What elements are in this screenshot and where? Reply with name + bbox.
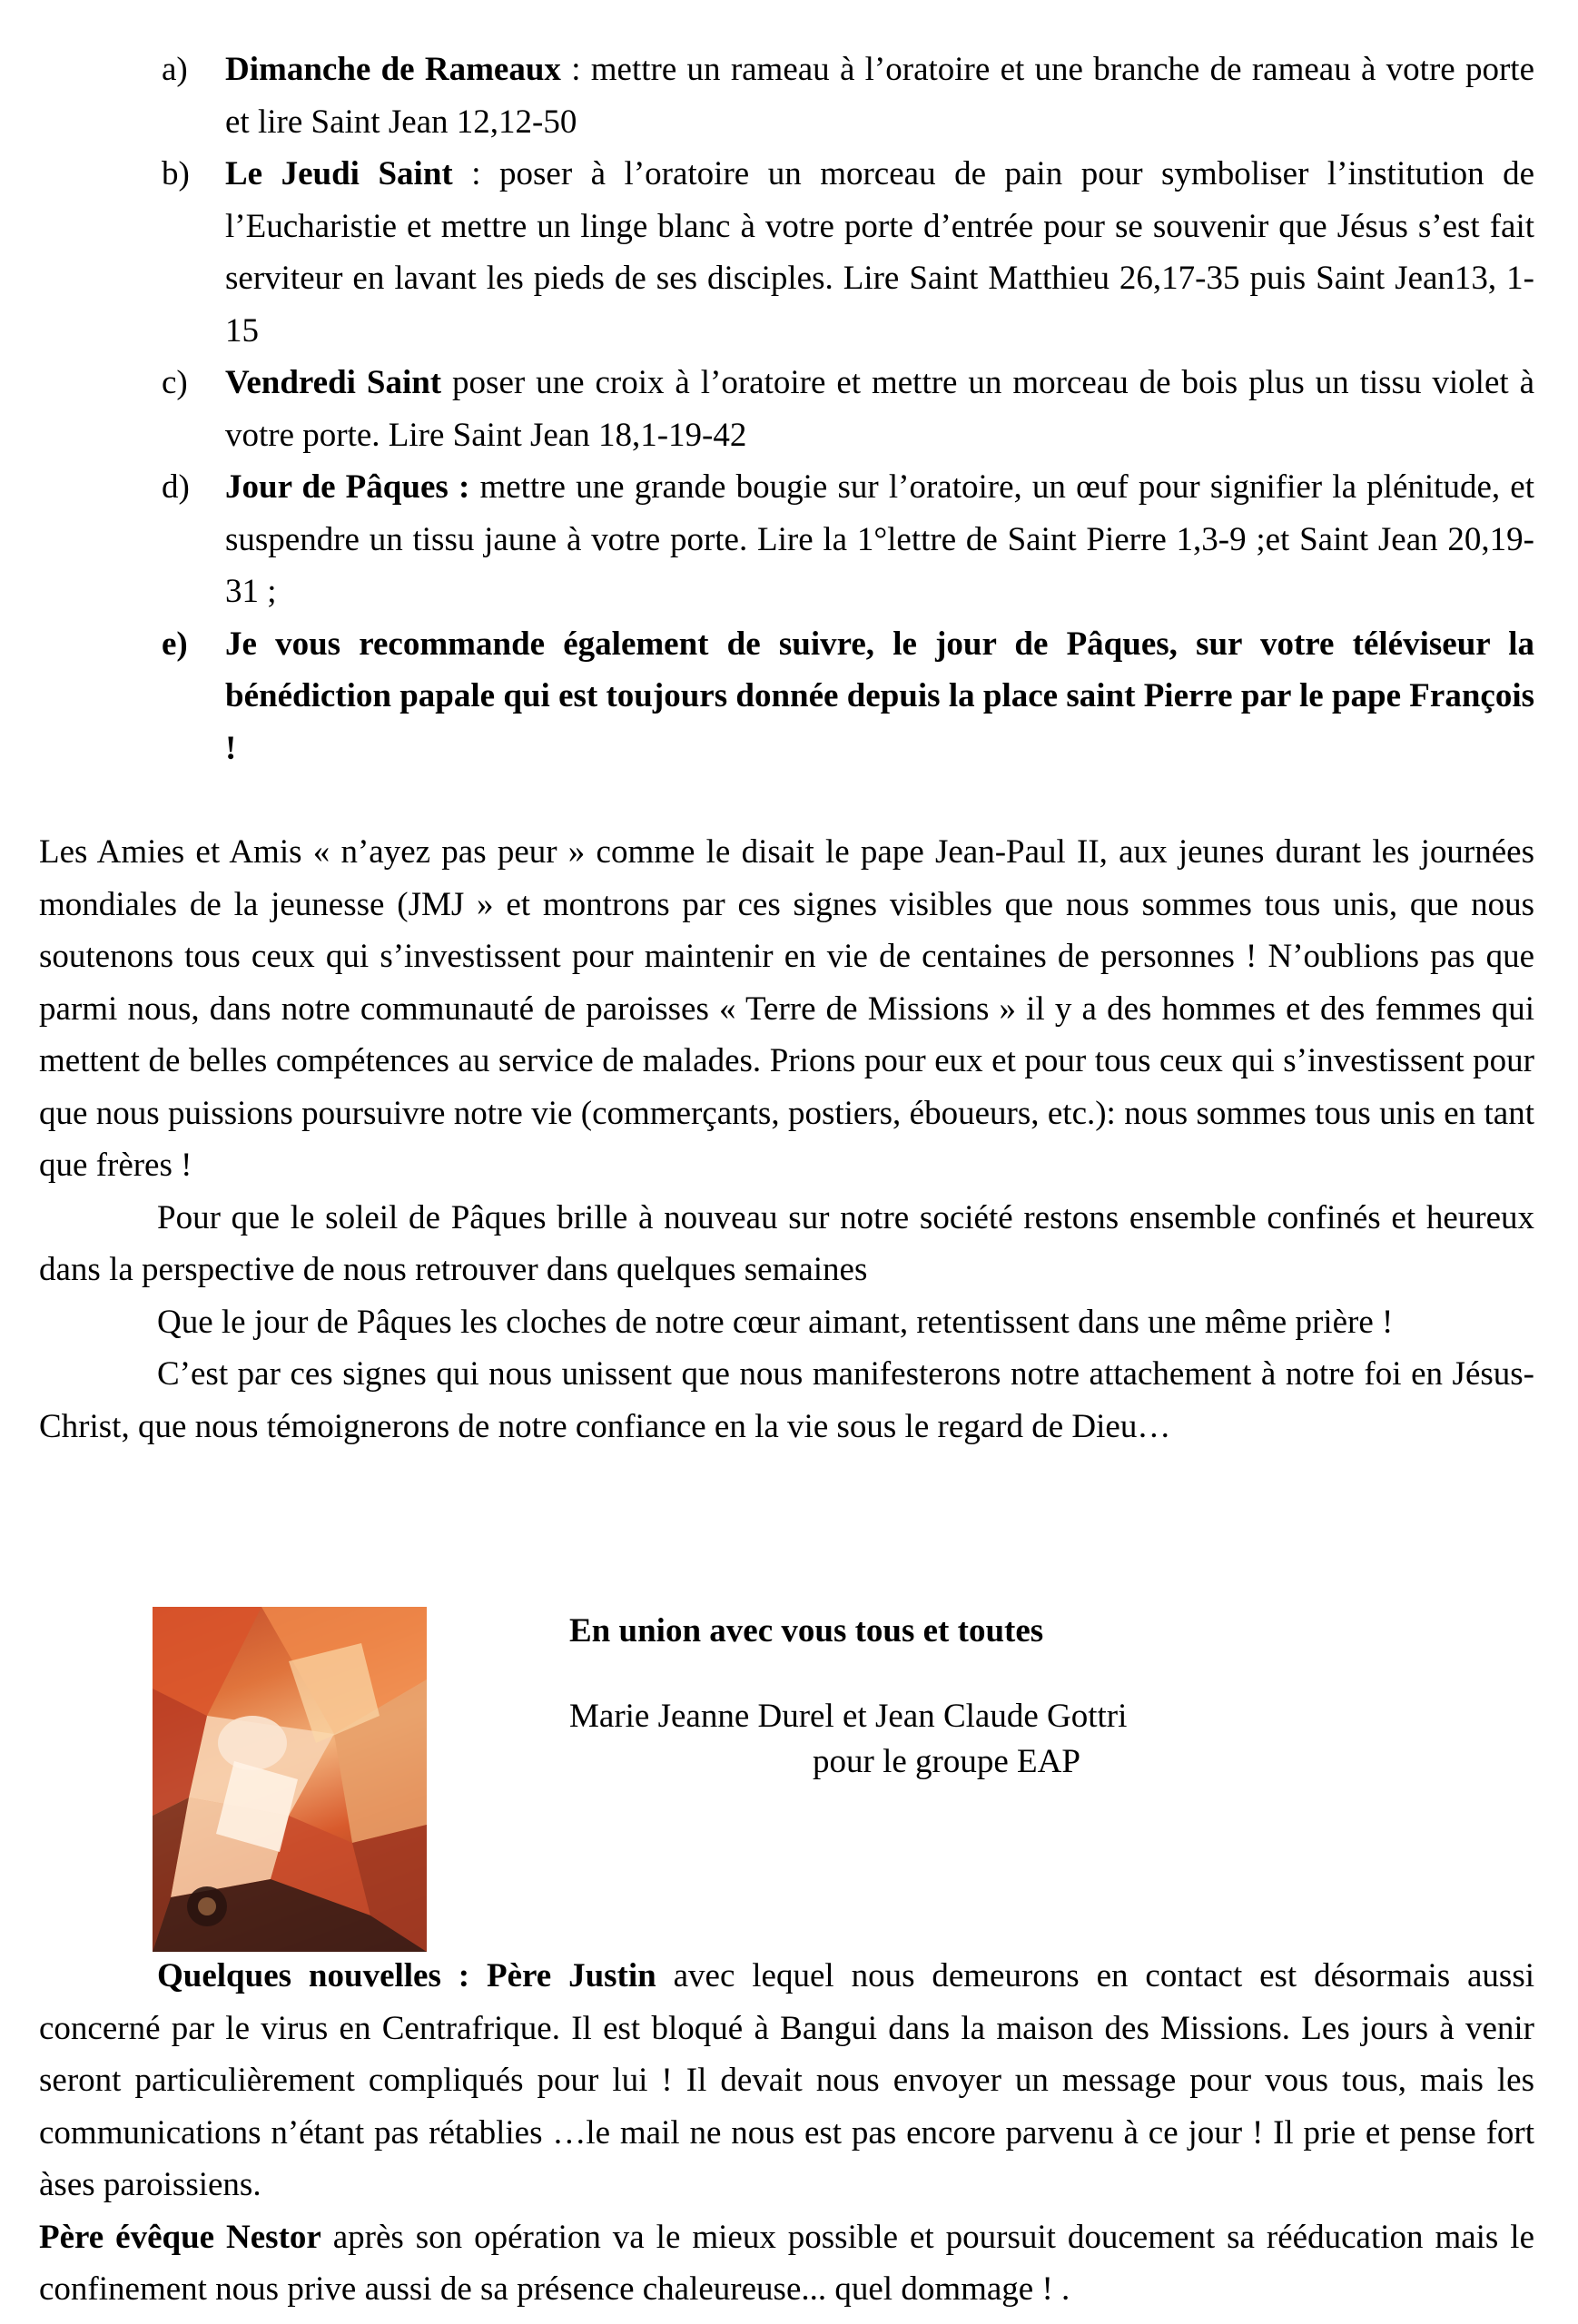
list-item-title: Le Jeudi Saint	[225, 155, 453, 192]
signature-block	[569, 1605, 1386, 1785]
list-marker: a)	[162, 51, 188, 88]
list-marker: c)	[162, 364, 188, 401]
news-text: avec lequel nous demeurons en contact est désormais aussi concerné par le virus en Centrafrique. Il est bloqué à Bangui dans la maison des Missions. Les jours à venir seront particulièrement compliqués pour lui ! Il devait nous envoyer un message pour vous tous, mais les communications n’étant pas rétablies …le mail ne nous est pas encore parvenu à ce jour ! Il prie et pense fort àses paroissiens.	[39, 1957, 1535, 2203]
paragraph-easter-sun: Pour que le soleil de Pâques brille à nouveau sur notre société restons ensemble confinés et heureux dans la perspective de nous retrouver dans quelques semaines	[39, 1198, 1534, 1288]
list-marker: e)	[162, 625, 188, 663]
signatory-names: Marie Jeanne Durel et Jean Claude Gottri	[569, 1697, 1128, 1735]
angel-painting-image	[153, 1607, 427, 1952]
letter-body	[39, 826, 1534, 1452]
list-item	[162, 618, 1534, 775]
list-item-title: Jour de Pâques :	[225, 468, 470, 506]
paragraph-intro: Les Amies et Amis « n’ayez pas peur » comme le disait le pape Jean-Paul II, aux jeunes durant les journées mondiales de la jeunesse (JMJ » et montrons par ces signes visibles que nous sommes tous unis, que nous soutenons tous ceux qui s’investissent pour maintenir en vie de centaines de personnes ! N’oublions pas que parmi nous, dans notre communauté de paroisses « Terre de Missions » il y a des hommes et des femmes qui mettent de belles compétences au service de malades. Prions pour eux et pour tous ceux qui s’investissent pour que nous puissions poursuivre notre vie (commerçants, postiers, éboueurs, etc.): nous sommes tous unis en tant que frères !	[39, 833, 1534, 1184]
news-section	[39, 1950, 1534, 2316]
news-heading: Quelques nouvelles : Père Justin	[157, 1957, 656, 1994]
holy-week-list	[162, 44, 1534, 774]
list-item-title: Vendredi Saint	[225, 364, 442, 401]
closing-salutation: En union avec vous tous et toutes	[569, 1612, 1044, 1649]
list-item-text: mettre une grande bougie sur l’oratoire, un œuf pour signifier la plénitude, et suspendre un tissu jaune à votre porte. Lire la 1°lettre de Saint Pierre 1,3-9 ;et Saint Jean 20,19-31 ;	[225, 468, 1534, 610]
paragraph-bells: Que le jour de Pâques les cloches de notre cœur aimant, retentissent dans une même prière !	[157, 1303, 1394, 1341]
list-item-text: : poser à l’oratoire un morceau de pain pour symboliser l’institution de l’Eucharistie et mettre un linge blanc à votre porte d’entrée pour se souvenir que Jésus s’est fait serviteur en lavant les pieds de ses disciples. Lire Saint Matthieu 26,17-35 puis Saint Jean13, 1-15	[225, 155, 1534, 350]
list-item-title: Dimanche de Rameaux	[225, 51, 561, 88]
list-item-title: Je vous recommande également de suivre, le jour de Pâques, sur votre téléviseur la bénédiction papale qui est toujours donnée depuis la place saint Pierre par le pape François !	[225, 625, 1534, 767]
signatory-group: pour le groupe EAP	[813, 1742, 1080, 1780]
list-marker: d)	[162, 468, 190, 506]
list-item-text: poser une croix à l’oratoire et mettre un morceau de bois plus un tissu violet à votre porte. Lire Saint Jean 18,1-19-42	[225, 364, 1534, 454]
list-item	[162, 461, 1534, 618]
list-item	[162, 44, 1534, 148]
news-pere-nestor	[39, 2211, 1534, 2316]
list-item-text: : mettre un rameau à l’oratoire et une branche de rameau à votre porte et lire Saint Jean 12,12-50	[225, 51, 1534, 141]
list-item	[162, 357, 1534, 461]
angel-painting-illustration	[153, 1607, 427, 1952]
list-item	[162, 148, 1534, 357]
news-pere-justin	[39, 1950, 1534, 2211]
news-person-name: Père évêque Nestor	[39, 2218, 321, 2256]
news-text: après son opération va le mieux possible et poursuit doucement sa rééducation mais le confinement nous prive aussi de sa présence chaleureuse... quel dommage ! .	[39, 2218, 1534, 2308]
list-marker: b)	[162, 155, 190, 192]
paragraph-faith: C’est par ces signes qui nous unissent que nous manifesterons notre attachement à notre foi en Jésus-Christ, que nous témoignerons de notre confiance en la vie sous le regard de Dieu…	[39, 1355, 1534, 1445]
